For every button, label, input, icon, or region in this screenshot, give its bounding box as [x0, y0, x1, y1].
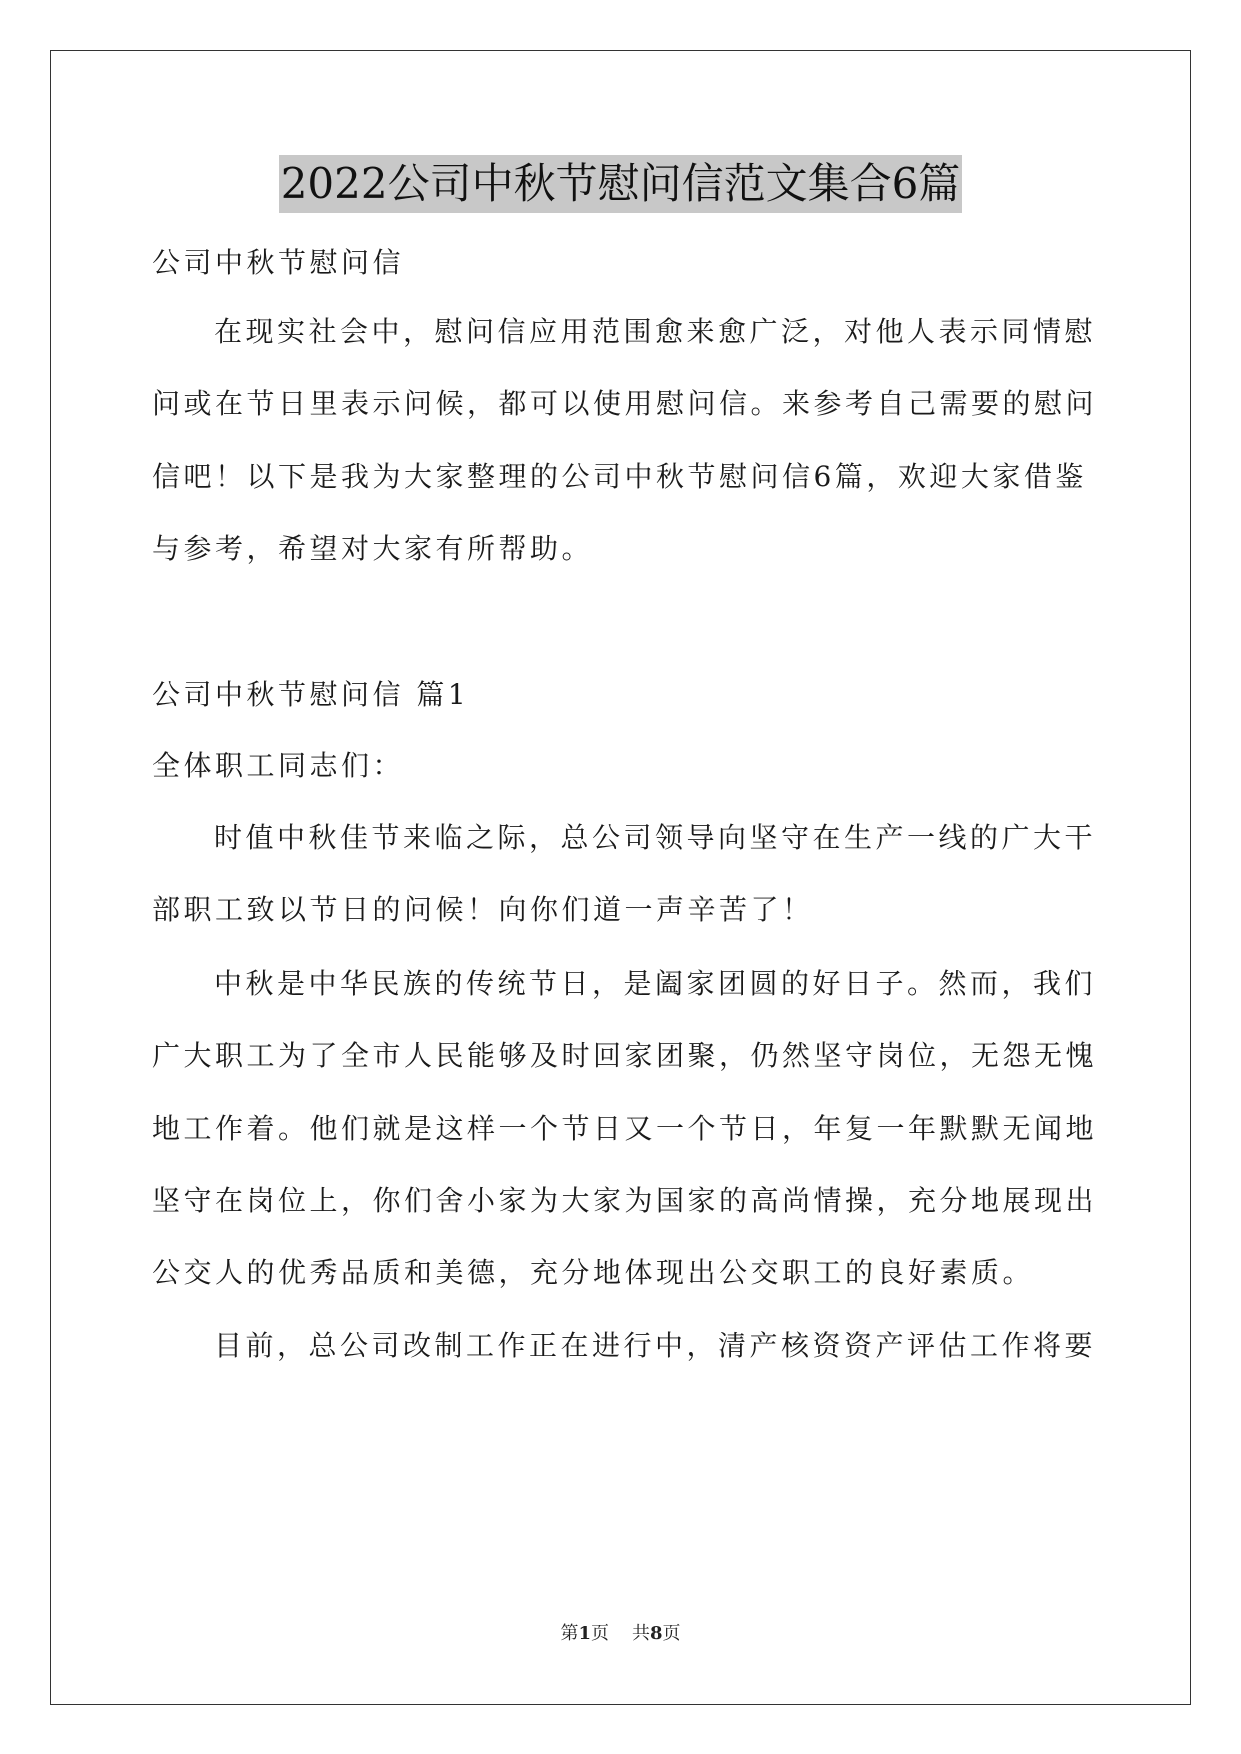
paragraph-line: 地工作着。他们就是这样一个节日又一个节日，年复一年默默无闻地: [152, 1112, 1098, 1145]
total-label-prefix: 共: [631, 1623, 650, 1644]
section-heading: 公司中秋节慰问信: [152, 246, 405, 279]
total-label-suffix: 页: [662, 1623, 681, 1644]
total-pages: 8: [649, 1623, 663, 1644]
page-footer: [0, 1622, 1241, 1646]
paragraph-line: 目前，总公司改制工作正在进行中，清产核资资产评估工作将要: [214, 1329, 1097, 1362]
paragraph-line: 与参考，希望对大家有所帮助。: [152, 532, 594, 565]
section-heading-part-1: 公司中秋节慰问信 篇1: [152, 678, 470, 711]
paragraph-line: 部职工致以节日的问候！向你们道一声辛苦了！: [152, 893, 814, 926]
page-label-suffix: 页: [591, 1623, 610, 1644]
page-number: 1: [578, 1623, 592, 1644]
paragraph-line: 问或在节日里表示问候，都可以使用慰问信。来参考自己需要的慰问: [152, 387, 1098, 420]
paragraph-line: 坚守在岗位上，你们舍小家为大家为国家的高尚情操，充分地展现出: [152, 1184, 1098, 1217]
paragraph-line: 时值中秋佳节来临之际，总公司领导向坚守在生产一线的广大干: [214, 821, 1097, 854]
salutation: 全体职工同志们：: [152, 749, 405, 782]
page-label-prefix: 第: [560, 1623, 579, 1644]
paragraph-line: 公交人的优秀品质和美德，充分地体现出公交职工的良好素质。: [152, 1256, 1035, 1289]
paragraph-line: 广大职工为了全市人民能够及时回家团聚，仍然坚守岗位，无怨无愧: [152, 1039, 1098, 1072]
paragraph-line: 信吧！以下是我为大家整理的公司中秋节慰问信6篇，欢迎大家借鉴: [152, 460, 1087, 493]
paragraph-line: 中秋是中华民族的传统节日，是阖家团圆的好日子。然而，我们: [214, 967, 1097, 1000]
page-border: [50, 50, 1191, 1705]
paragraph-line: 在现实社会中，慰问信应用范围愈来愈广泛，对他人表示同情慰: [214, 315, 1097, 348]
title-container: [0, 155, 1241, 213]
document-title: 2022公司中秋节慰问信范文集合6篇: [279, 155, 963, 213]
